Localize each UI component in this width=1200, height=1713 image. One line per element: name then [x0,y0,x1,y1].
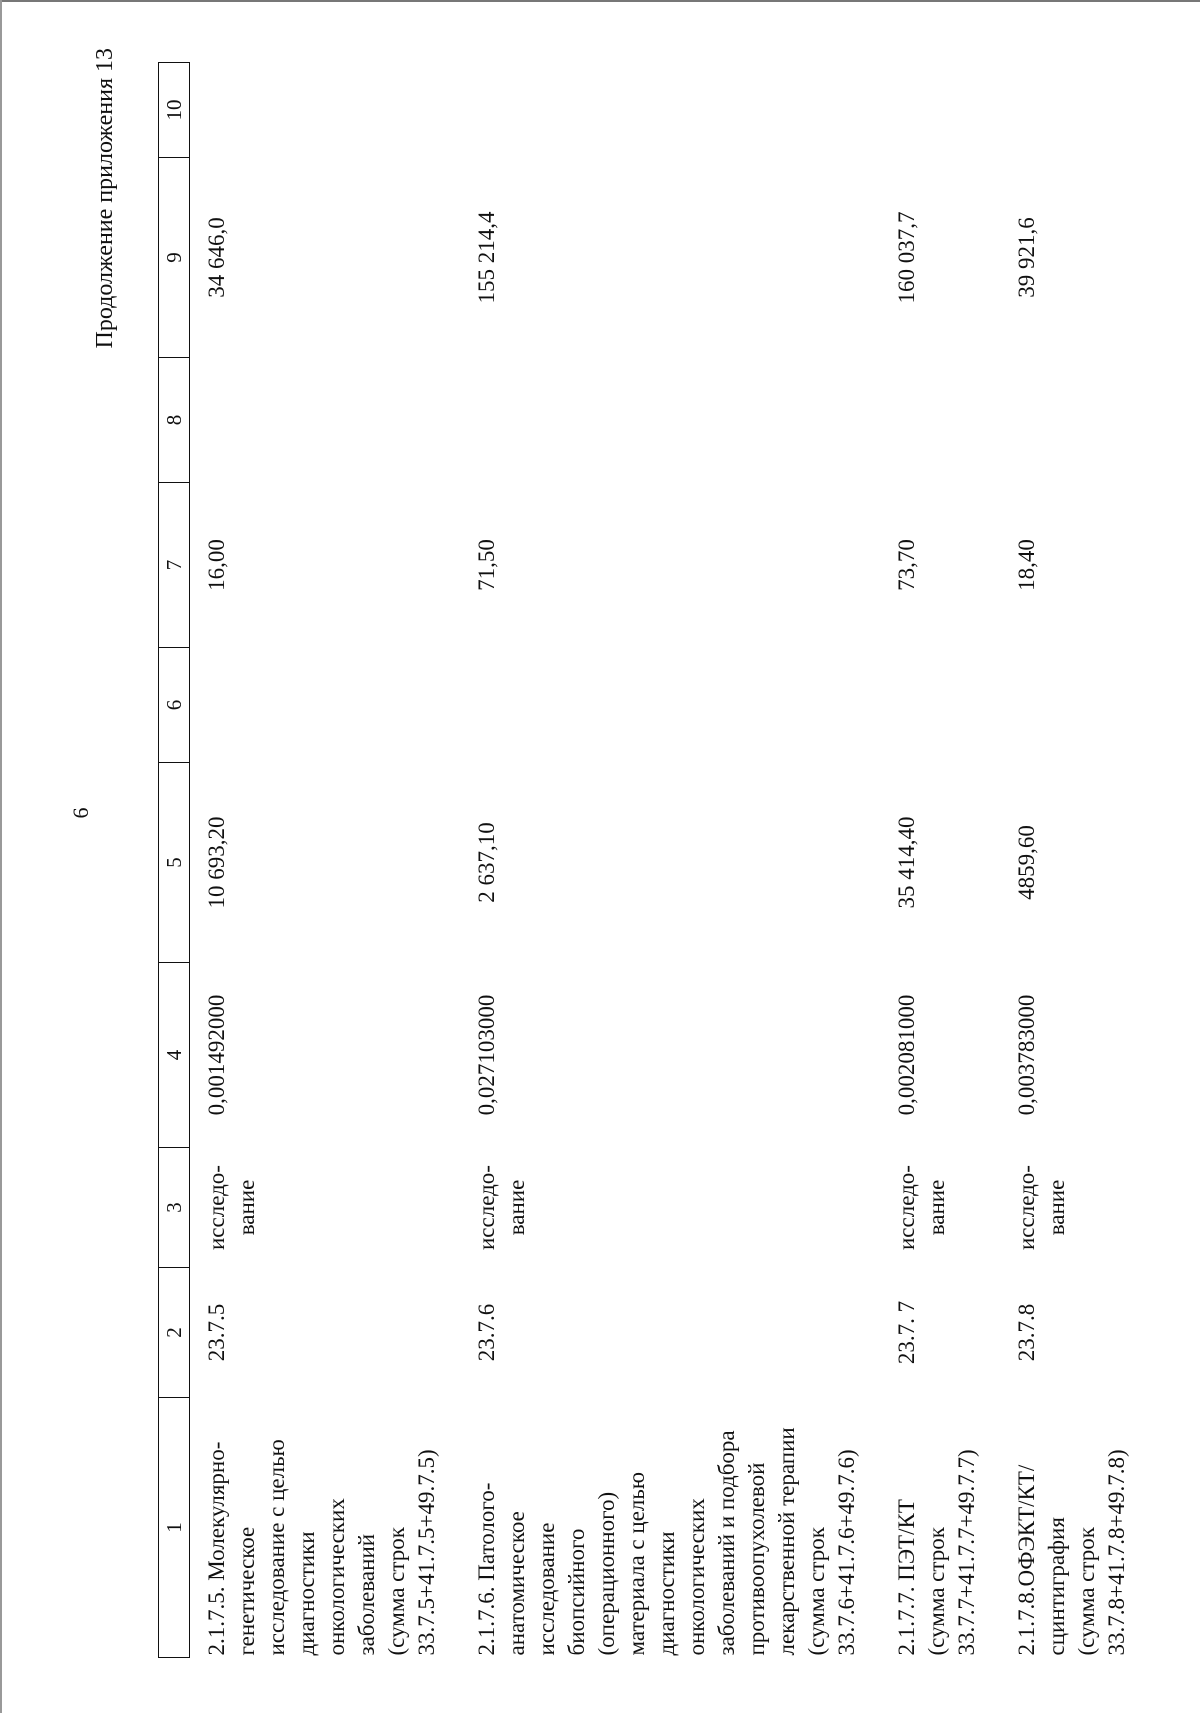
unit-cell: исследо- вание [204,1165,259,1250]
column-header: 1 [159,1398,190,1658]
column-header: 3 [159,1148,190,1268]
value-cell [880,63,1000,158]
value-cell: 39 921,6 [1014,217,1039,298]
value-cell: 73,70 [894,539,919,591]
value-cell: 2 637,10 [474,822,499,903]
unit-cell: исследо- вание [474,1165,529,1250]
column-header: 10 [159,63,190,158]
value-cell: 0,027103000 [474,994,499,1116]
table-row [190,63,461,1658]
row-name-cell: 2.1.7.5. Молекулярно- генетическое исследование с целью диагностики онкологических заболеваний (сумма строк 33.7.5+41.7.5+49.7.5) [204,1439,439,1656]
value-cell [1000,63,1150,158]
column-header: 9 [159,158,190,358]
row-code-cell: 23.7.5 [204,1303,229,1362]
column-header: 4 [159,963,190,1148]
value-cell [880,648,1000,763]
row-name-cell: 2.1.7.6. Патолого- анатомическое исследование биопсийного (операционного) материала с целью диагностики онкологических заболеваний и подбора противоопухолевой лекарственной терапии (сумма строк 33.7.6+41.7.6+49.7.6) [474,1427,859,1656]
continuation-label: Продолжение приложения 13 [92,48,118,349]
value-cell [190,358,461,483]
row-code-cell: 23.7. 7 [894,1300,919,1365]
column-header: 8 [159,358,190,483]
data-table [158,62,1150,1658]
column-header: 7 [159,483,190,648]
value-cell: 0,001492000 [204,994,229,1116]
value-cell: 18,40 [1014,539,1039,591]
row-name-cell: 2.1.7.8.ОФЭКТ/КТ/ сцинтиграфия (сумма строк 33.7.8+41.7.8+49.7.8) [1014,1449,1129,1656]
table-row [460,63,880,1658]
value-cell [460,358,880,483]
value-cell: 0,002081000 [894,994,919,1116]
value-cell: 160 037,7 [894,211,919,304]
row-name-cell: 2.1.7.7. ПЭТ/КТ (сумма строк 33.7.7+41.7.7+49.7.7) [894,1449,979,1656]
value-cell [1000,358,1150,483]
value-cell [190,63,461,158]
unit-cell: исследо- вание [894,1165,949,1250]
column-header: 5 [159,763,190,963]
table-row [880,63,1000,1658]
value-cell: 0,003783000 [1014,994,1039,1116]
value-cell: 71,50 [474,539,499,591]
value-cell: 16,00 [204,539,229,591]
value-cell: 34 646,0 [204,217,229,298]
column-header: 6 [159,648,190,763]
value-cell: 4859,60 [1014,825,1039,900]
value-cell [460,648,880,763]
value-cell: 35 414,40 [894,816,919,909]
value-cell: 155 214,4 [474,211,499,304]
page-number: 6 [68,807,93,819]
value-cell [190,648,461,763]
row-code-cell: 23.7.6 [474,1303,499,1362]
table-row [1000,63,1150,1658]
value-cell [460,63,880,158]
row-code-cell: 23.7.8 [1014,1303,1039,1362]
column-header: 2 [159,1268,190,1398]
value-cell [880,358,1000,483]
unit-cell: исследо- вание [1014,1165,1069,1250]
value-cell [1000,648,1150,763]
value-cell: 10 693,20 [204,816,229,909]
column-number-row [159,63,190,1658]
